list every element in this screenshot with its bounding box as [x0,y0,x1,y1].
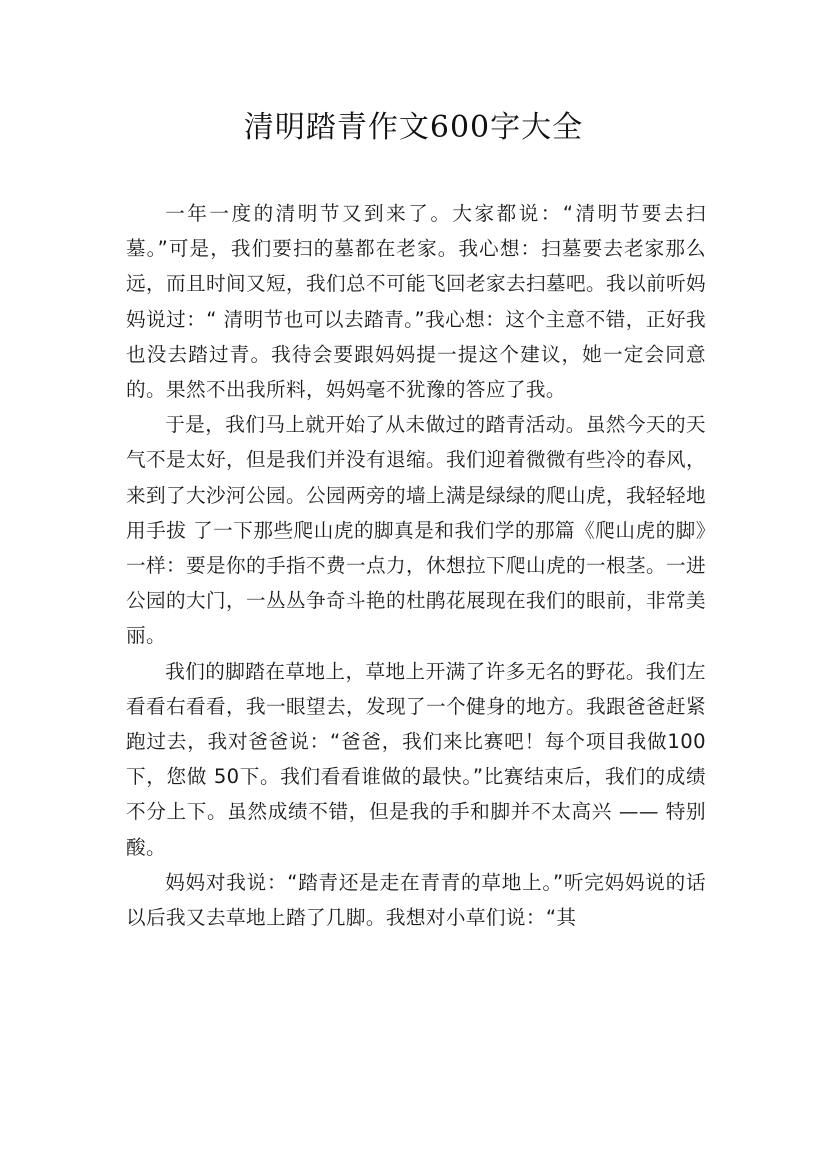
document-title: 清明踏青作文600字大全 [243,110,584,145]
paragraph-4: 妈妈对我说：“踏青还是走在青青的草地上。”听完妈妈说的话以后我又去草地上踏了几脚。我想对小草们说：“其 [126,870,706,930]
paragraph-1: 一年一度的清明节又到来了。大家都说：“清明节要去扫墓。”可是，我们要扫的墓都在老家。我心想：扫墓要去老家那么远，而且时间又短，我们总不可能飞回老家去扫墓吧。我以前听妈妈说过：“ 清明节也可以去踏青。”我心想：这个主意不错，正好我也没去踏过青。我待会要跟妈妈提一提这个建议，她一定会同意的。果然不出我所料，妈妈毫不犹豫的答应了我。 [126,202,706,402]
document-body [126,196,706,935]
paragraph-3: 我们的脚踏在草地上，草地上开满了许多无名的野花。我们左看看右看看，我一眼望去，发现了一个健身的地方。我跟爸爸赶紧跑过去，我对爸爸说：“爸爸，我们来比赛吧！每个项目我做100下，您做 50下。我们看看谁做的最快。”比赛结束后，我们的成绩不分上下。虽然成绩不错，但是我的手和脚并不太高兴 —— 特别酸。 [126,659,706,859]
paragraph-2: 于是，我们马上就开始了从未做过的踏青活动。虽然今天的天气不是太好，但是我们并没有退缩。我们迎着微微有些冷的春风，来到了大沙河公园。公园两旁的墙上满是绿绿的爬山虎，我轻轻地用手拔 了一下那些爬山虎的脚真是和我们学的那篇《爬山虎的脚》一样：要是你的手指不费一点力，休想拉下爬山虎的一根茎。一进公园的大门，一丛丛争奇斗艳的杜鹃花展现在我们的眼前，非常美丽。 [126,413,706,648]
